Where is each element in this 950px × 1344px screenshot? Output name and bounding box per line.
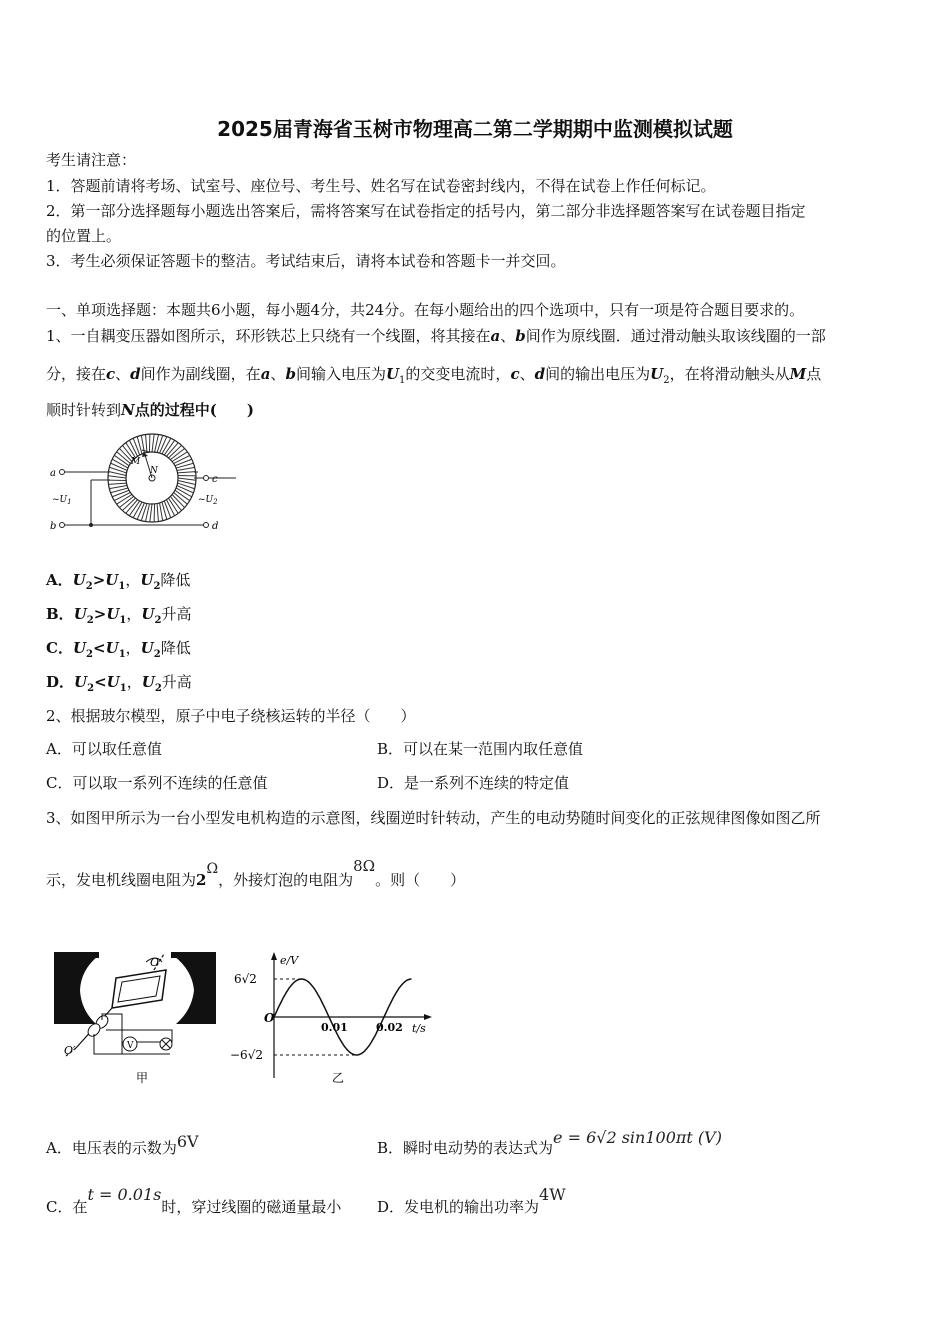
y-axis-label: e/V <box>280 954 299 967</box>
q2-stem: 2、根据玻尔模型，原子中电子绕核运转的半径（ ） <box>46 707 416 725</box>
label-O-prime: O′ <box>64 1044 76 1057</box>
q2-option-d[interactable]: D．是一系列不连续的特定值 <box>377 774 570 792</box>
x-tick-0-02: 0.02 <box>376 1021 403 1034</box>
q1-stem-line1: 1、一自耦变压器如图所示，环形铁芯上只绕有一个线圈，将其接在a、b间作为原线圈．通过滑动触头取该线圈的一部 <box>46 327 826 345</box>
q1-option-b[interactable]: B．$U_2>U_1$，$U_2$升高 <box>46 605 192 626</box>
notice-heading: 考生请注意： <box>46 151 137 169</box>
label-M: M <box>131 457 141 467</box>
q1-option-c[interactable]: C．$U_2<U_1$，$U_2$降低 <box>46 639 191 660</box>
q2-option-b[interactable]: B．可以在某一范围内取任意值 <box>377 740 584 758</box>
notice-item: 的位置上。 <box>46 227 122 245</box>
voltmeter-icon: V <box>127 1041 134 1051</box>
origin-label: O <box>264 1011 275 1025</box>
page-title: 2025届青海省玉树市物理高二第二学期期中监测模拟试题 <box>217 117 733 141</box>
terminal-a: a <box>50 468 56 479</box>
q3-option-b[interactable]: B．瞬时电动势的表达式为e = 6√2 sin100πt (V) <box>377 1128 722 1157</box>
label-u1: $\sim U_1$ <box>52 495 72 506</box>
y-tick-min: −6√2 <box>230 1048 263 1062</box>
label-N: N <box>150 466 158 476</box>
terminal-b: b <box>50 521 57 532</box>
q3-option-c[interactable]: C．在t = 0.01s时，穿过线圈的磁通量最小 <box>46 1185 342 1216</box>
notice-item: 1．答题前请将考场、试室号、座位号、考生号、姓名写在试卷密封线内，不得在试卷上作任何标记。 <box>46 177 716 195</box>
notice-item: 2．第一部分选择题每小题选出答案后，需将答案写在试卷指定的括号内，第二部分非选择题答案写在试卷题目指定 <box>46 202 806 220</box>
x-tick-0-01: 0.01 <box>321 1021 348 1034</box>
autotransformer-figure <box>46 428 236 548</box>
q3-option-d[interactable]: D．发电机的输出功率为4W <box>377 1185 566 1216</box>
terminal-d: d <box>212 521 219 532</box>
terminal-c: c <box>212 474 218 485</box>
label-u2: $\sim U_2$ <box>198 495 218 506</box>
q1-option-d[interactable]: D．$U_2<U_1$，$U_2$升高 <box>46 673 192 694</box>
q2-option-c[interactable]: C．可以取一系列不连续的任意值 <box>46 774 268 792</box>
label-O-top: O <box>150 956 160 969</box>
figure-jia-label: 甲 <box>136 1071 149 1085</box>
section-heading: 一、单项选择题：本题共6小题，每小题4分，共24分。在每小题给出的四个选项中，只有一项是符合题目要求的。 <box>46 301 805 319</box>
emf-chart <box>228 948 438 1090</box>
y-axis-arrow <box>271 952 277 960</box>
x-axis-arrow <box>424 1014 432 1020</box>
q1-stem-line2: 分，接在c、d间作为副线圈，在a、b间输入电压为$U_1$的交变电流时，c、d间的输出电压为$U_2$，在将滑动触头从M点 <box>46 365 822 386</box>
q1-stem-line3: 顺时针转到N点的过程中( ) <box>46 401 254 419</box>
x-axis-label: t/s <box>412 1022 426 1035</box>
q1-option-a[interactable]: A．$U_2>U_1$，$U_2$降低 <box>46 571 191 592</box>
generator-figure <box>46 948 226 1090</box>
notice-item: 3．考生必须保证答题卡的整洁。考试结束后，请将本试卷和答题卡一并交回。 <box>46 252 566 270</box>
figure-yi-label: 乙 <box>332 1071 345 1085</box>
y-tick-max: 6√2 <box>234 972 257 986</box>
q2-option-a[interactable]: A．可以取任意值 <box>46 740 162 758</box>
q3-stem-line1: 3、如图甲所示为一台小型发电机构造的示意图，线圈逆时针转动，产生的电动势随时间变化的正弦规律图像如图乙所 <box>46 809 821 827</box>
q3-option-a[interactable]: A．电压表的示数为6V <box>46 1132 199 1157</box>
q3-stem-line2: 示，发电机线圈电阻为2Ω，外接灯泡的电阻为8Ω。则（ ） <box>46 857 466 889</box>
